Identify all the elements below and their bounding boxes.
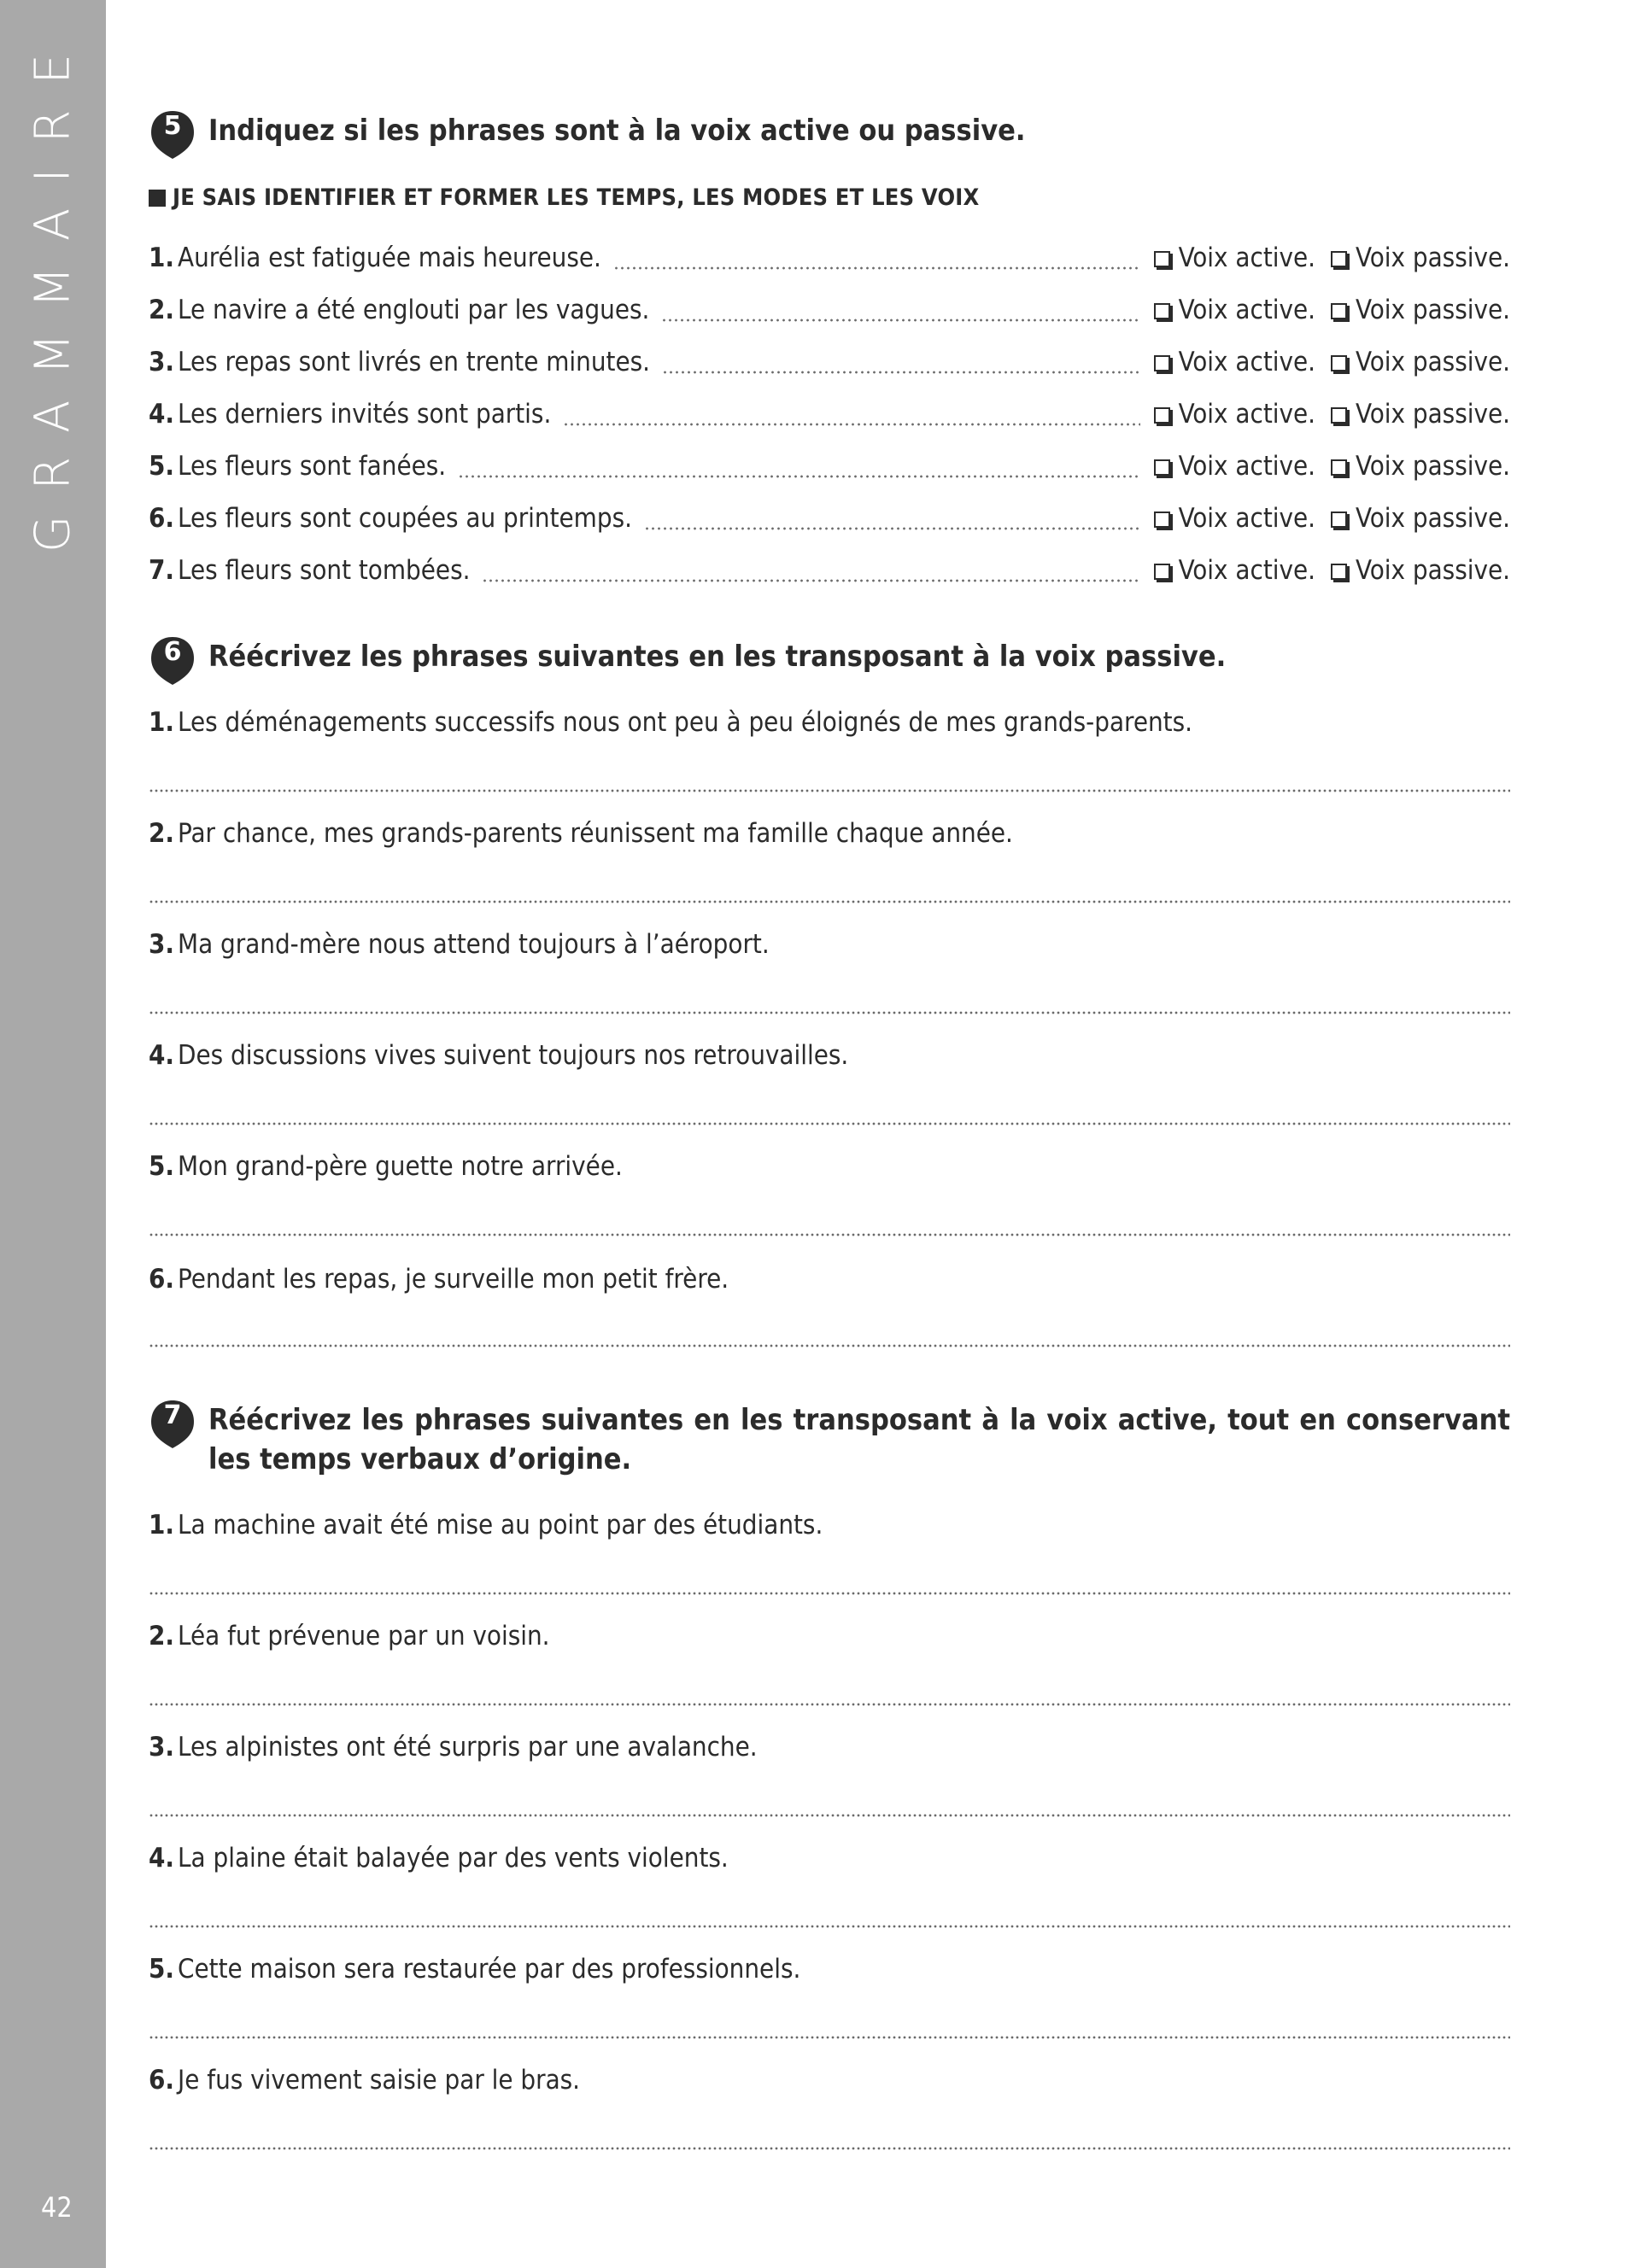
sidebar [0, 0, 106, 2268]
page-number: 42 [41, 2191, 73, 2224]
section-label: GRAMMAIRE [25, 27, 81, 553]
question: 1. La machine avait été mise au point par des étudiants. [149, 1510, 823, 1540]
question: 4. Des discussions vives suivent toujours nos retrouvailles. [149, 1040, 849, 1071]
checkbox-active[interactable]: Voix active. [1154, 295, 1315, 325]
skill-label: JE SAIS IDENTIFIER ET FORMER LES TEMPS, LES MODES ET LES VOIX [149, 184, 979, 211]
answer-line[interactable] [149, 1925, 1510, 1928]
list-item: 6. Les fleurs sont coupées au printemps. Voix active. Voix passive. [149, 503, 1510, 534]
checkbox-passive[interactable]: Voix passive. [1331, 451, 1510, 482]
exercise-number-badge-icon [149, 1399, 196, 1447]
exercise-5-header [149, 109, 1510, 157]
checkbox-active[interactable]: Voix active. [1154, 451, 1315, 482]
question: 2. Léa fut prévenue par un voisin. [149, 1621, 550, 1651]
question: 6. Je fus vivement saisie par le bras. [149, 2065, 581, 2096]
square-bullet-icon [149, 190, 166, 207]
question: 6. Pendant les repas, je surveille mon petit frère. [149, 1264, 729, 1295]
exercise-number: 5 [163, 111, 182, 141]
answer-line[interactable] [149, 2147, 1510, 2150]
list-item: 4. Les derniers invités sont partis. Voix active. Voix passive. [149, 399, 1510, 430]
exercise-7-header [149, 1399, 1510, 1479]
answer-line[interactable] [149, 789, 1510, 792]
checkbox-active[interactable]: Voix active. [1154, 503, 1315, 534]
question: 1. Les déménagements successifs nous ont peu à peu éloignés de mes grands-parents. [149, 707, 1192, 738]
answer-line[interactable] [149, 1233, 1510, 1236]
question: 5. Cette maison sera restaurée par des professionnels. [149, 1954, 801, 1984]
list-item: 5. Les fleurs sont fanées. Voix active. Voix passive. [149, 451, 1510, 482]
answer-line[interactable] [149, 2036, 1510, 2039]
checkbox-active[interactable]: Voix active. [1154, 243, 1315, 273]
question: 2. Par chance, mes grands-parents réunissent ma famille chaque année. [149, 818, 1013, 849]
checkbox-passive[interactable]: Voix passive. [1331, 347, 1510, 377]
exercise-number-badge-icon [149, 109, 196, 157]
checkbox-passive[interactable]: Voix passive. [1331, 295, 1510, 325]
checkbox-passive[interactable]: Voix passive. [1331, 243, 1510, 273]
exercise-6-header [149, 635, 1510, 683]
checkbox-passive[interactable]: Voix passive. [1331, 555, 1510, 586]
answer-line[interactable] [149, 1703, 1510, 1706]
exercise-number-badge-icon [149, 635, 196, 683]
checkbox-active[interactable]: Voix active. [1154, 555, 1315, 586]
exercise-title: Indiquez si les phrases sont à la voix active ou passive. [208, 114, 1026, 148]
list-item: 3. Les repas sont livrés en trente minutes. Voix active. Voix passive. [149, 347, 1510, 377]
answer-line[interactable] [149, 1344, 1510, 1347]
question: 5. Mon grand-père guette notre arrivée. [149, 1151, 623, 1182]
checkbox-passive[interactable]: Voix passive. [1331, 399, 1510, 430]
question: 3. Ma grand-mère nous attend toujours à l’aéroport. [149, 929, 770, 960]
answer-line[interactable] [149, 1592, 1510, 1595]
list-item: 7. Les fleurs sont tombées. Voix active. Voix passive. [149, 555, 1510, 586]
answer-line[interactable] [149, 1122, 1510, 1125]
answer-line[interactable] [149, 1011, 1510, 1014]
checkbox-active[interactable]: Voix active. [1154, 347, 1315, 377]
exercise-number: 7 [163, 1400, 182, 1430]
checkbox-passive[interactable]: Voix passive. [1331, 503, 1510, 534]
question: 3. Les alpinistes ont été surpris par une avalanche. [149, 1732, 758, 1762]
answer-line[interactable] [149, 1814, 1510, 1817]
answer-line[interactable] [149, 900, 1510, 903]
list-item: 1. Aurélia est fatiguée mais heureuse. Voix active. Voix passive. [149, 243, 1510, 273]
exercise-title: Réécrivez les phrases suivantes en les transposant à la voix active, tout en conservant les temps verbaux d’origine. [208, 1403, 1510, 1476]
checkbox-active[interactable]: Voix active. [1154, 399, 1315, 430]
list-item: 2. Le navire a été englouti par les vagues. Voix active. Voix passive. [149, 295, 1510, 325]
exercise-title: Réécrivez les phrases suivantes en les transposant à la voix passive. [208, 640, 1227, 674]
question: 4. La plaine était balayée par des vents violents. [149, 1843, 729, 1873]
exercise-number: 6 [163, 637, 182, 667]
